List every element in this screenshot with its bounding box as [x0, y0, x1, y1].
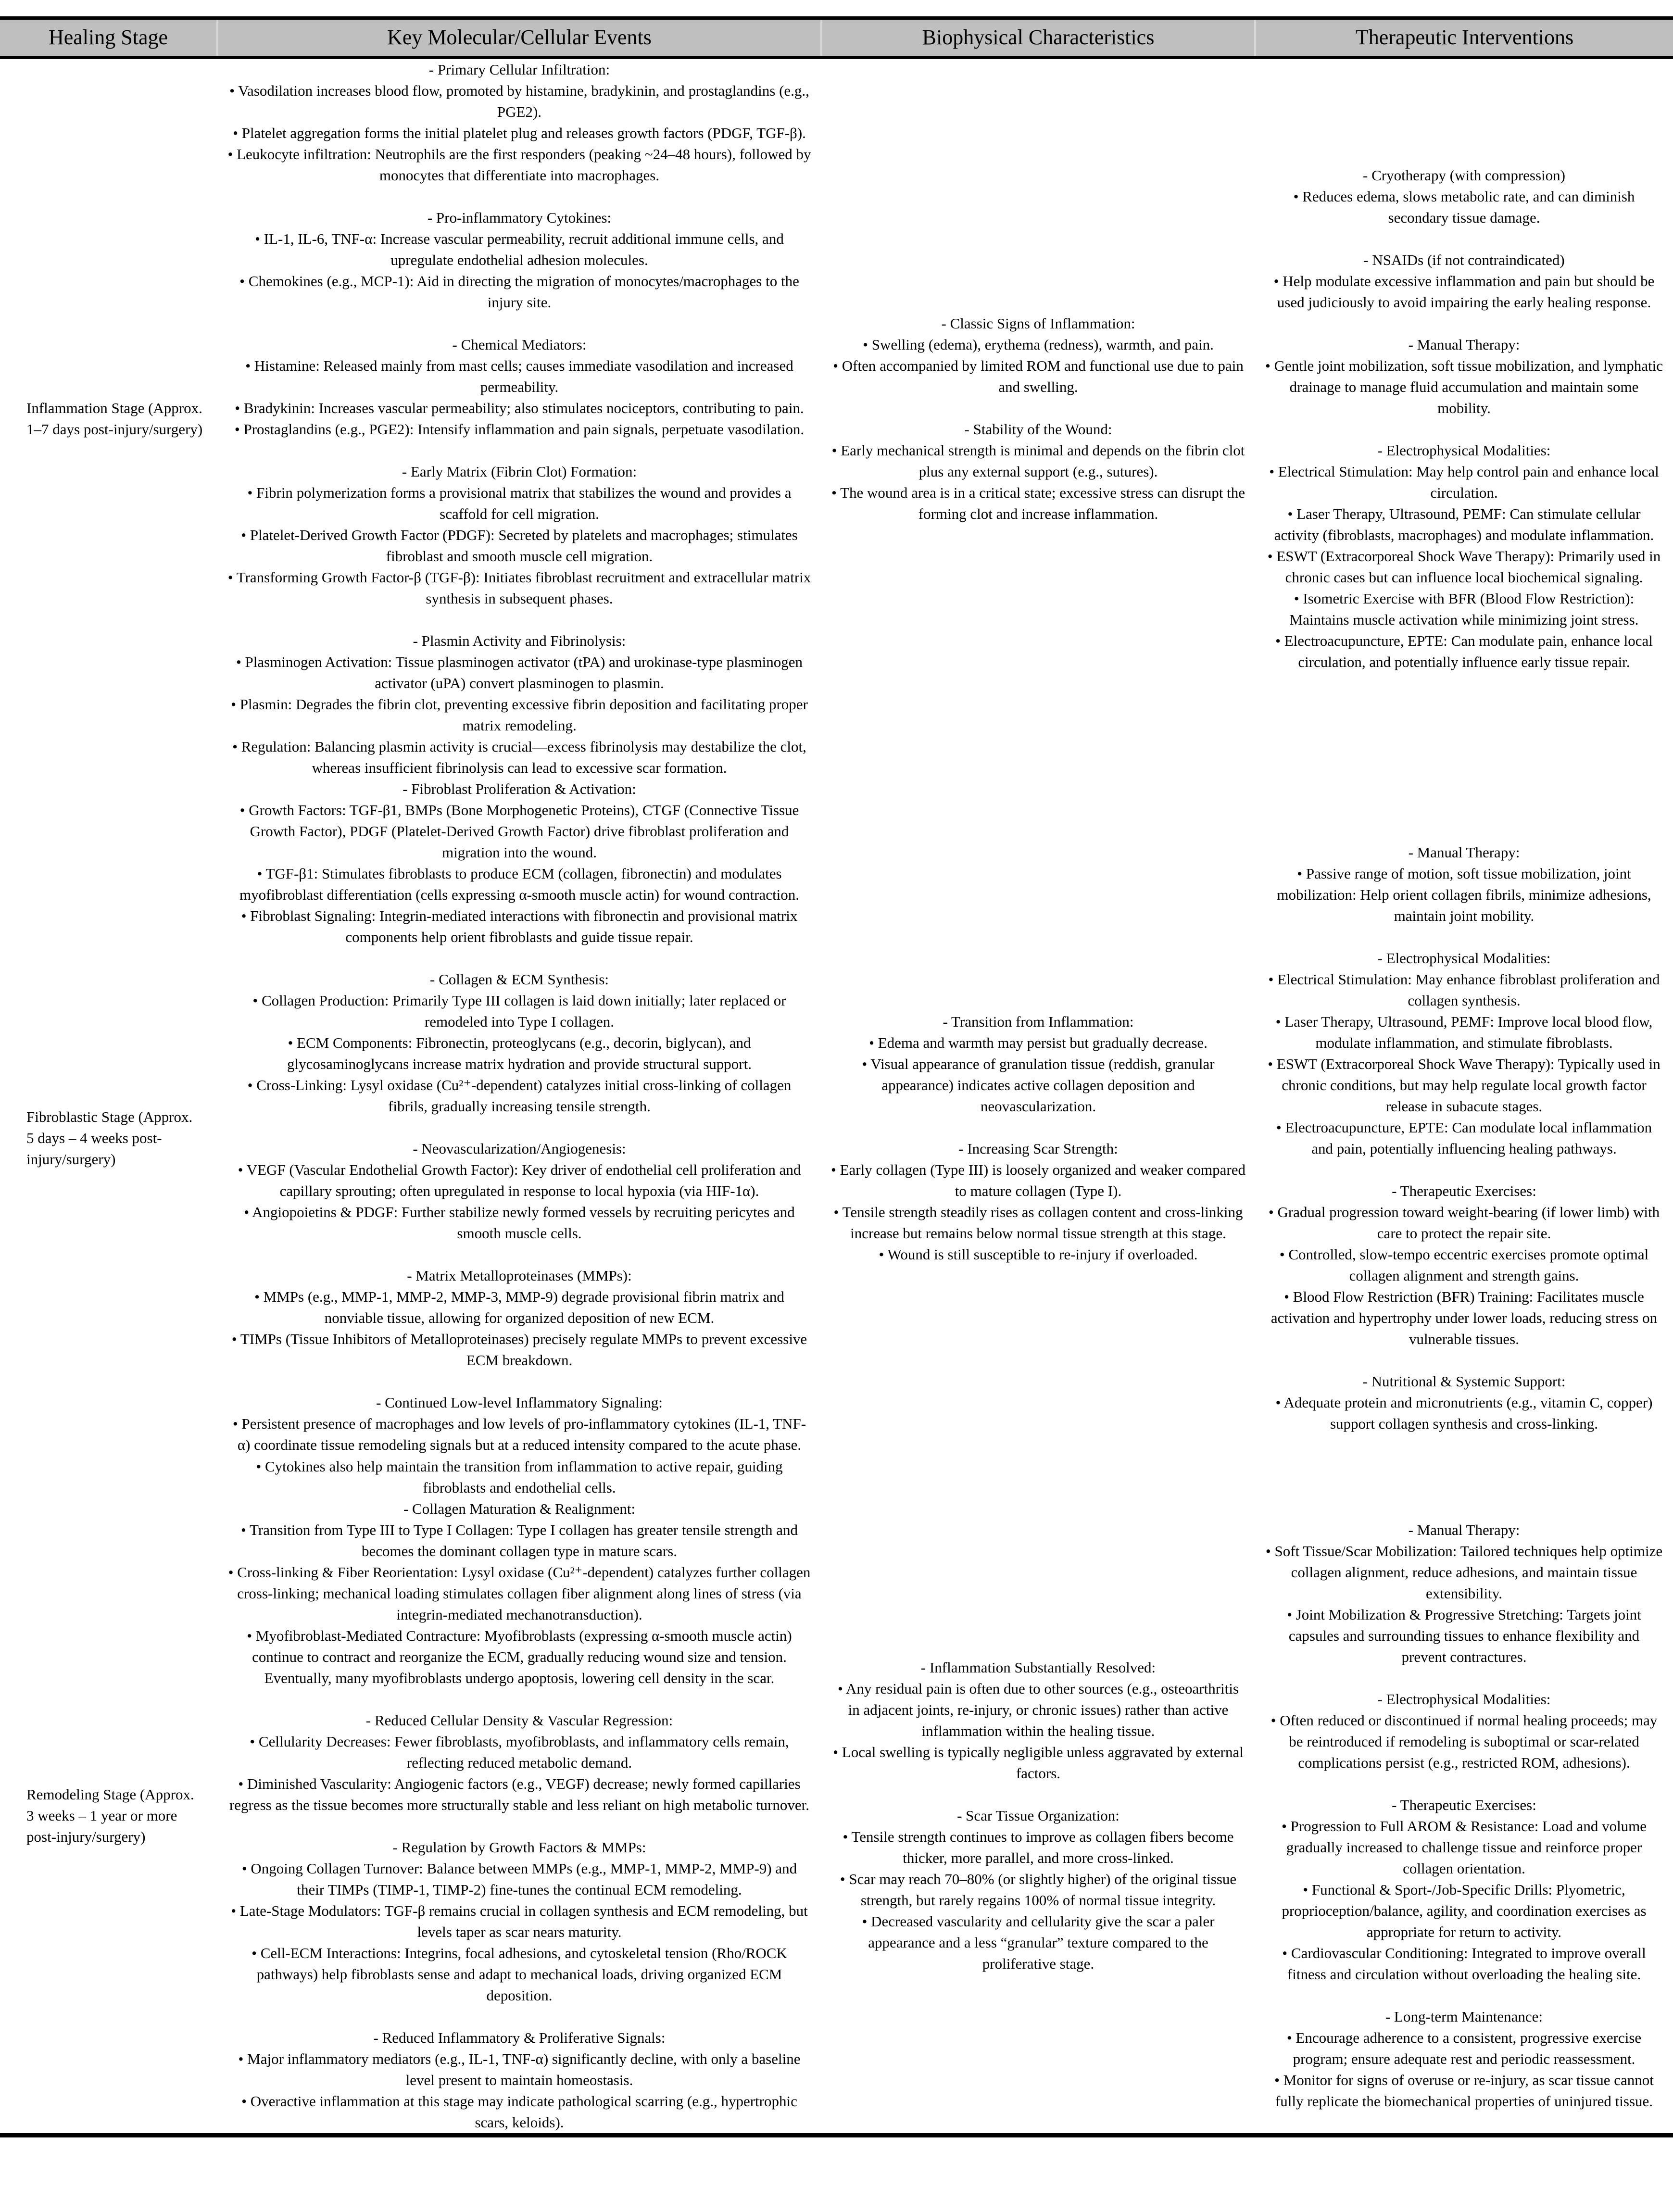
bullet-item: • ESWT (Extracorporeal Shock Wave Therapy): Primarily used in chronic cases but can influence local biochemical signaling. [1265, 546, 1663, 588]
bullet-item: • Electrical Stimulation: May enhance fibroblast proliferation and collagen synthesis. [1265, 969, 1663, 1011]
section-heading: - Manual Therapy: [1408, 336, 1520, 353]
bullet-item: • Persistent presence of macrophages and low levels of pro-inflammatory cytokines (IL-1, TNF-α) coordinate tissue remodeling signals but at a reduced intensity compared to the acute phase. [227, 1413, 812, 1456]
bullet-item: • Often reduced or discontinued if normal healing proceeds; may be reintroduced if remodeling is suboptimal or scar-related complications persist (e.g., restricted ROM, adhesions). [1265, 1710, 1663, 1773]
bullet-item: • Progression to Full AROM & Resistance: Load and volume gradually increased to challenge tissue and reinforce proper collagen orientation. [1265, 1816, 1663, 1879]
section [227, 779, 812, 948]
bullet-item: • Early mechanical strength is minimal and depends on the fibrin clot plus any external support (e.g., sutures). [831, 440, 1245, 482]
section-heading: - Increasing Scar Strength: [958, 1140, 1118, 1157]
section [227, 1710, 812, 1816]
bullet-item: • Cytokines also help maintain the transition from inflammation to active repair, guiding fibroblasts and endothelial cells. [227, 1456, 812, 1498]
stage-cell: Remodeling Stage (Approx. 3 weeks – 1 year or more post-injury/surgery) [26, 1785, 194, 1845]
bullet-item: • Tensile strength continues to improve as collagen fibers become thicker, more parallel, and more cross-linked. [831, 1826, 1245, 1869]
section-heading: - Reduced Inflammatory & Proliferative Signals: [373, 2029, 666, 2046]
section [227, 334, 812, 440]
bullet-item: • Regulation: Balancing plasmin activity is crucial—excess fibrinolysis may destabilize the clot, whereas insufficient fibrinolysis can lead to excessive scar formation. [227, 736, 812, 779]
section [1265, 1371, 1663, 1434]
column-header-biophysical-characteristics: Biophysical Characteristics [821, 18, 1255, 58]
section-heading: - Long-term Maintenance: [1385, 2008, 1543, 2025]
bullet-item: • Growth Factors: TGF-β1, BMPs (Bone Morphogenetic Proteins), CTGF (Connective Tissue Growth Factor), PDGF (Platelet-Derived Growth Factor) drive fibroblast proliferation and migration into the wound. [227, 800, 812, 863]
section-heading: - Collagen & ECM Synthesis: [430, 971, 609, 988]
bullet-item: • Swelling (edema), erythema (redness), warmth, and pain. [831, 334, 1245, 355]
bullet-item: • Prostaglandins (e.g., PGE2): Intensify inflammation and pain signals, perpetuate vasodilation. [227, 419, 812, 440]
section-heading: - Nutritional & Systemic Support: [1362, 1373, 1566, 1390]
section-heading: - Pro-inflammatory Cytokines: [427, 209, 612, 226]
section-heading: - Electrophysical Modalities: [1377, 441, 1551, 459]
bullet-item: • VEGF (Vascular Endothelial Growth Factor): Key driver of endothelial cell proliferation and capillary sprouting; often upregulated in response to local hypoxia (via HIF-1α). [227, 1159, 812, 1202]
bullet-item: • Myofibroblast-Mediated Contracture: Myofibroblasts (expressing α-smooth muscle actin) continue to contract and reorganize the ECM, gradually reducing wound size and tension. Eventually, many myofibroblasts undergo apoptosis, lowering cell density in the scar. [227, 1625, 812, 1689]
bullet-item: • Plasmin: Degrades the fibrin clot, preventing excessive fibrin deposition and facilitating proper matrix remodeling. [227, 694, 812, 736]
section [831, 1138, 1245, 1265]
interventions-cell [1255, 779, 1673, 1498]
bullet-item: • Early collagen (Type III) is loosely organized and weaker compared to mature collagen (Type I). [831, 1159, 1245, 1202]
interventions-cell [1255, 1498, 1673, 2136]
bullet-item: • Platelet aggregation forms the initial platelet plug and releases growth factors (PDGF, TGF-β). [227, 123, 812, 144]
section [1265, 1181, 1663, 1350]
stage-cell: Fibroblastic Stage (Approx. 5 days – 4 weeks post-injury/surgery) [26, 1108, 193, 1168]
section-heading: - Fibroblast Proliferation & Activation: [403, 780, 636, 798]
bullet-item: • TGF-β1: Stimulates fibroblasts to produce ECM (collagen, fibronectin) and modulates myofibroblast differentiation (cells expressing α-smooth muscle actin) for wound contraction. [227, 863, 812, 905]
bullet-item: • Fibroblast Signaling: Integrin-mediated interactions with fibronectin and provisional matrix components help orient fibroblasts and guide tissue repair. [227, 905, 812, 948]
events-cell [217, 1498, 821, 2136]
table-row [0, 1498, 1673, 2136]
bullet-item: • Cross-Linking: Lysyl oxidase (Cu²⁺-dependent) catalyzes initial cross-linking of collagen fibrils, gradually increasing tensile strength. [227, 1075, 812, 1117]
section [831, 419, 1245, 525]
bullet-item: • Collagen Production: Primarily Type III collagen is laid down initially; later replaced or remodeled into Type I collagen. [227, 990, 812, 1032]
section [831, 1011, 1245, 1117]
section-heading: - Manual Therapy: [1408, 844, 1520, 861]
section [227, 1392, 812, 1498]
section [1265, 2006, 1663, 2112]
section-heading: - Manual Therapy: [1408, 1521, 1520, 1538]
bullet-item: • Vasodilation increases blood flow, promoted by histamine, bradykinin, and prostaglandins (e.g., PGE2). [227, 80, 812, 123]
bullet-item: • The wound area is in a critical state; excessive stress can disrupt the forming clot and increase inflammation. [831, 482, 1245, 525]
bullet-item: • Cell-ECM Interactions: Integrins, focal adhesions, and cytoskeletal tension (Rho/ROCK pathways) help fibroblasts sense and adapt to mechanical loads, driving organized ECM deposition. [227, 1943, 812, 2006]
bullet-item: • Laser Therapy, Ultrasound, PEMF: Can stimulate cellular activity (fibroblasts, macrophages) and modulate inflammation. [1265, 503, 1663, 546]
biophysical-cell [821, 57, 1255, 779]
section-heading: - Neovascularization/Angiogenesis: [413, 1140, 626, 1157]
section [1265, 1795, 1663, 1985]
bullet-item: • Transforming Growth Factor-β (TGF-β): Initiates fibroblast recruitment and extracellular matrix synthesis in subsequent phases. [227, 567, 812, 609]
bullet-item: • Platelet-Derived Growth Factor (PDGF): Secreted by platelets and macrophages; stimulates fibroblast and smooth muscle cell migration. [227, 525, 812, 567]
section-heading: - Reduced Cellular Density & Vascular Regression: [365, 1711, 673, 1729]
table-row [0, 779, 1673, 1498]
section [227, 1138, 812, 1244]
table-header [0, 18, 1673, 58]
section [227, 1837, 812, 2006]
bullet-item: • Encourage adherence to a consistent, progressive exercise program; ensure adequate rest and periodic reassessment. [1265, 2027, 1663, 2070]
bullet-item: • Electroacupuncture, EPTE: Can modulate pain, enhance local circulation, and potentially influence early tissue repair. [1265, 630, 1663, 673]
bullet-item: • Gentle joint mobilization, soft tissue mobilization, and lymphatic drainage to manage fluid accumulation and maintain some mobility. [1265, 355, 1663, 419]
section [227, 1265, 812, 1371]
bullet-item: • Help modulate excessive inflammation and pain but should be used judiciously to avoid impairing the early healing response. [1265, 271, 1663, 313]
table-body [0, 57, 1673, 2135]
column-header-key-molecular-cellular-events: Key Molecular/Cellular Events [217, 18, 821, 58]
bullet-item: • Major inflammatory mediators (e.g., IL-1, TNF-α) significantly decline, with only a baseline level present to maintain homeostasis. [227, 2049, 812, 2091]
section [227, 969, 812, 1117]
section-heading: - Regulation by Growth Factors & MMPs: [392, 1838, 646, 1856]
section-heading: - Primary Cellular Infiltration: [428, 61, 610, 78]
bullet-item: • Electrical Stimulation: May help control pain and enhance local circulation. [1265, 461, 1663, 503]
stage-cell: Inflammation Stage (Approx. 1–7 days post-injury/surgery) [26, 399, 203, 438]
bullet-item: • Leukocyte infiltration: Neutrophils are the first responders (peaking ~24–48 hours), followed by monocytes that differentiate into macrophages. [227, 144, 812, 186]
bullet-item: • Overactive inflammation at this stage may indicate pathological scarring (e.g., hypertrophic scars, keloids). [227, 2091, 812, 2133]
bullet-item: • Scar may reach 70–80% (or slightly higher) of the original tissue strength, but rarely regains 100% of normal tissue integrity. [831, 1869, 1245, 1911]
bullet-item: • Adequate protein and micronutrients (e.g., vitamin C, copper) support collagen synthesis and cross-linking. [1265, 1392, 1663, 1434]
bullet-item: • Functional & Sport-/Job-Specific Drills: Plyometric, proprioception/balance, agility, and coordination exercises as appropriate for return to activity. [1265, 1879, 1663, 1943]
bullet-item: • ESWT (Extracorporeal Shock Wave Therapy): Typically used in chronic conditions, but may help regulate local growth factor release in subacute stages. [1265, 1054, 1663, 1117]
section [1265, 1520, 1663, 1668]
bullet-item: • Cardiovascular Conditioning: Integrated to improve overall fitness and circulation without overloading the healing site. [1265, 1943, 1663, 1985]
bullet-item: • MMPs (e.g., MMP-1, MMP-2, MMP-3, MMP-9) degrade provisional fibrin matrix and nonviable tissue, allowing for organized deposition of new ECM. [227, 1286, 812, 1329]
bullet-item: • Decreased vascularity and cellularity give the scar a paler appearance and a less “granular” texture compared to the proliferative stage. [831, 1911, 1245, 1974]
bullet-item: • Any residual pain is often due to other sources (e.g., osteoarthritis in adjacent joints, re-injury, or chronic issues) rather than active inflammation within the healing tissue. [831, 1678, 1245, 1742]
section-heading: - Transition from Inflammation: [943, 1013, 1134, 1031]
bullet-item: • TIMPs (Tissue Inhibitors of Metalloproteinases) precisely regulate MMPs to prevent excessive ECM breakdown. [227, 1329, 812, 1371]
bullet-item: • Diminished Vascularity: Angiogenic factors (e.g., VEGF) decrease; newly formed capillaries regress as the tissue becomes more structurally stable and less reliant on high metabolic turnover. [227, 1773, 812, 1816]
section [227, 1498, 812, 1689]
bullet-item: • Gradual progression toward weight-bearing (if lower limb) with care to protect the repair site. [1265, 1202, 1663, 1244]
section-heading: - Matrix Metalloproteinases (MMPs): [407, 1267, 632, 1284]
section-heading: - Collagen Maturation & Realignment: [403, 1500, 636, 1517]
section [1265, 842, 1663, 927]
bullet-item: • Blood Flow Restriction (BFR) Training: Facilitates muscle activation and hypertrophy under lower loads, reducing stress on vulnerable tissues. [1265, 1286, 1663, 1350]
bullet-item: • Plasminogen Activation: Tissue plasminogen activator (tPA) and urokinase-type plasminogen activator (uPA) convert plasminogen to plasmin. [227, 652, 812, 694]
section [831, 313, 1245, 398]
bullet-item: • Cross-linking & Fiber Reorientation: Lysyl oxidase (Cu²⁺-dependent) catalyzes further collagen cross-linking; mechanical loading stimulates collagen fiber alignment along lines of stress (via integrin-mediated mechanotransduction). [227, 1562, 812, 1625]
column-header-therapeutic-interventions: Therapeutic Interventions [1255, 18, 1673, 58]
bullet-item: • Late-Stage Modulators: TGF-β remains crucial in collagen synthesis and ECM remodeling, but levels taper as scar nears maturity. [227, 1900, 812, 1943]
biophysical-cell [821, 779, 1255, 1498]
events-cell [217, 57, 821, 779]
bullet-item: • Bradykinin: Increases vascular permeability; also stimulates nociceptors, contributing to pain. [227, 398, 812, 419]
section [1265, 440, 1663, 673]
section-heading: - Therapeutic Exercises: [1392, 1182, 1536, 1200]
section-heading: - Early Matrix (Fibrin Clot) Formation: [402, 463, 637, 480]
section-heading: - Cryotherapy (with compression) [1363, 166, 1565, 184]
bullet-item: • Electroacupuncture, EPTE: Can modulate local inflammation and pain, potentially influencing healing pathways. [1265, 1117, 1663, 1159]
bullet-item: • Cellularity Decreases: Fewer fibroblasts, myofibroblasts, and inflammatory cells remain, reflecting reduced metabolic demand. [227, 1731, 812, 1773]
bullet-item: • Fibrin polymerization forms a provisional matrix that stabilizes the wound and provides a scaffold for cell migration. [227, 482, 812, 525]
bullet-item: • Tensile strength steadily rises as collagen content and cross-linking increase but remains below normal tissue strength at this stage. [831, 1202, 1245, 1244]
section-heading: - NSAIDs (if not contraindicated) [1363, 251, 1565, 268]
biophysical-cell [821, 1498, 1255, 2136]
interventions-cell [1255, 57, 1673, 779]
bullet-item: • Reduces edema, slows metabolic rate, and can diminish secondary tissue damage. [1265, 186, 1663, 228]
section-heading: - Electrophysical Modalities: [1377, 1690, 1551, 1708]
bullet-item: • Monitor for signs of overuse or re-injury, as scar tissue cannot fully replicate the biomechanical properties of uninjured tissue. [1265, 2070, 1663, 2112]
bullet-item: • Passive range of motion, soft tissue mobilization, joint mobilization: Help orient collagen fibrils, minimize adhesions, maintain joint mobility. [1265, 863, 1663, 927]
section [1265, 1689, 1663, 1773]
section [1265, 334, 1663, 419]
events-cell [217, 779, 821, 1498]
bullet-item: • IL-1, IL-6, TNF-α: Increase vascular permeability, recruit additional immune cells, and upregulate endothelial adhesion molecules. [227, 228, 812, 271]
section [831, 1805, 1245, 1974]
section [831, 1657, 1245, 1784]
section [227, 2027, 812, 2133]
healing-stages-table [0, 16, 1673, 2137]
bullet-item: • Laser Therapy, Ultrasound, PEMF: Improve local blood flow, modulate inflammation, and stimulate fibroblasts. [1265, 1011, 1663, 1054]
section-heading: - Stability of the Wound: [964, 420, 1112, 438]
section-heading: - Chemical Mediators: [452, 336, 587, 353]
bullet-item: • ECM Components: Fibronectin, proteoglycans (e.g., decorin, biglycan), and glycosaminoglycans increase matrix hydration and provide structural support. [227, 1032, 812, 1075]
section-heading: - Electrophysical Modalities: [1377, 950, 1551, 967]
table-row [0, 57, 1673, 779]
section [227, 461, 812, 609]
section [1265, 948, 1663, 1159]
section [1265, 165, 1663, 228]
section [227, 630, 812, 779]
bullet-item: • Soft Tissue/Scar Mobilization: Tailored techniques help optimize collagen alignment, reduce adhesions, and maintain tissue extensibility. [1265, 1541, 1663, 1604]
header-row [0, 18, 1673, 58]
bullet-item: • Isometric Exercise with BFR (Blood Flow Restriction): Maintains muscle activation while minimizing joint stress. [1265, 588, 1663, 630]
bullet-item: • Joint Mobilization & Progressive Stretching: Targets joint capsules and surrounding tissues to enhance flexibility and prevent contractures. [1265, 1604, 1663, 1668]
section-heading: - Inflammation Substantially Resolved: [920, 1659, 1156, 1676]
bullet-item: • Histamine: Released mainly from mast cells; causes immediate vasodilation and increased permeability. [227, 355, 812, 398]
bullet-item: • Often accompanied by limited ROM and functional use due to pain and swelling. [831, 355, 1245, 398]
section [227, 59, 812, 186]
section [1265, 250, 1663, 313]
bullet-item: • Angiopoietins & PDGF: Further stabilize newly formed vessels by recruiting pericytes and smooth muscle cells. [227, 1202, 812, 1244]
section-heading: - Plasmin Activity and Fibrinolysis: [413, 632, 626, 649]
section-heading: - Classic Signs of Inflammation: [941, 314, 1135, 332]
section-heading: - Therapeutic Exercises: [1392, 1796, 1536, 1813]
section-heading: - Scar Tissue Organization: [957, 1807, 1120, 1824]
bullet-item: • Edema and warmth may persist but gradually decrease. [831, 1032, 1245, 1054]
column-header-healing-stage: Healing Stage [0, 18, 217, 58]
bullet-item: • Transition from Type III to Type I Collagen: Type I collagen has greater tensile strength and becomes the dominant collagen type in mature scars. [227, 1520, 812, 1562]
section [227, 207, 812, 313]
bullet-item: • Local swelling is typically negligible unless aggravated by external factors. [831, 1742, 1245, 1784]
bullet-item: • Controlled, slow-tempo eccentric exercises promote optimal collagen alignment and strength gains. [1265, 1244, 1663, 1286]
bullet-item: • Ongoing Collagen Turnover: Balance between MMPs (e.g., MMP-1, MMP-2, MMP-9) and their TIMPs (TIMP-1, TIMP-2) fine-tunes the continual ECM remodeling. [227, 1858, 812, 1900]
bullet-item: • Visual appearance of granulation tissue (reddish, granular appearance) indicates active collagen deposition and neovascularization. [831, 1054, 1245, 1117]
section-heading: - Continued Low-level Inflammatory Signaling: [376, 1394, 663, 1411]
bullet-item: • Chemokines (e.g., MCP-1): Aid in directing the migration of monocytes/macrophages to the injury site. [227, 271, 812, 313]
bullet-item: • Wound is still susceptible to re-injury if overloaded. [831, 1244, 1245, 1265]
